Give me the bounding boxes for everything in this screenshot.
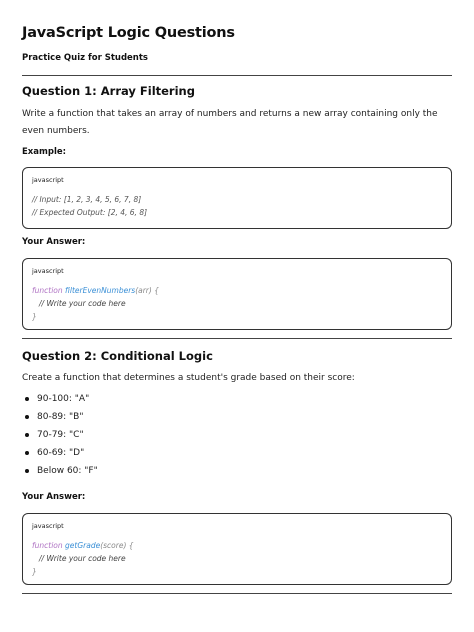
divider xyxy=(22,593,452,594)
code-function-name: getGrade xyxy=(65,541,101,550)
list-item: Below 60: "F" xyxy=(22,462,98,480)
code-close-brace: } xyxy=(32,567,37,576)
code-comment-line: // Write your code here xyxy=(39,554,126,563)
code-function-name: filterEvenNumbers xyxy=(65,286,136,295)
code-close-brace: } xyxy=(32,312,37,321)
answer-label: Your Answer: xyxy=(22,237,86,247)
answer-code-block-1[interactable] xyxy=(22,258,452,330)
answer-code-block-2[interactable] xyxy=(22,513,452,585)
code-language-label: javascript xyxy=(32,176,64,184)
divider xyxy=(22,338,452,339)
list-item: 70-79: "C" xyxy=(22,426,98,444)
code-comment-line: // Input: [1, 2, 3, 4, 5, 6, 7, 8] xyxy=(32,195,142,204)
code-signature-line xyxy=(32,286,159,295)
answer-label: Your Answer: xyxy=(22,492,86,502)
list-item: 60-69: "D" xyxy=(22,444,98,462)
code-params: (score) { xyxy=(100,541,134,550)
question-2-title: Question 2: Conditional Logic xyxy=(22,349,213,363)
code-keyword: function xyxy=(32,286,63,295)
question-1-title: Question 1: Array Filtering xyxy=(22,84,195,98)
list-item: 80-89: "B" xyxy=(22,408,98,426)
code-params: (arr) { xyxy=(135,286,159,295)
code-keyword: function xyxy=(32,541,63,550)
page-subtitle: Practice Quiz for Students xyxy=(22,53,148,63)
grade-list xyxy=(22,390,98,480)
code-language-label: javascript xyxy=(32,522,64,530)
question-1-text: Write a function that takes an array of numbers and returns a new array containing only the even numbers. xyxy=(22,109,438,136)
code-signature-line xyxy=(32,541,134,550)
list-item: 90-100: "A" xyxy=(22,390,98,408)
page-title: JavaScript Logic Questions xyxy=(22,25,235,41)
code-comment-line: // Expected Output: [2, 4, 6, 8] xyxy=(32,208,148,217)
example-label: Example: xyxy=(22,147,67,157)
question-2-text: Create a function that determines a student's grade based on their score: xyxy=(22,373,355,383)
code-language-label: javascript xyxy=(32,267,64,275)
divider xyxy=(22,75,452,76)
code-comment-line: // Write your code here xyxy=(39,299,126,308)
example-code-block xyxy=(22,167,452,229)
